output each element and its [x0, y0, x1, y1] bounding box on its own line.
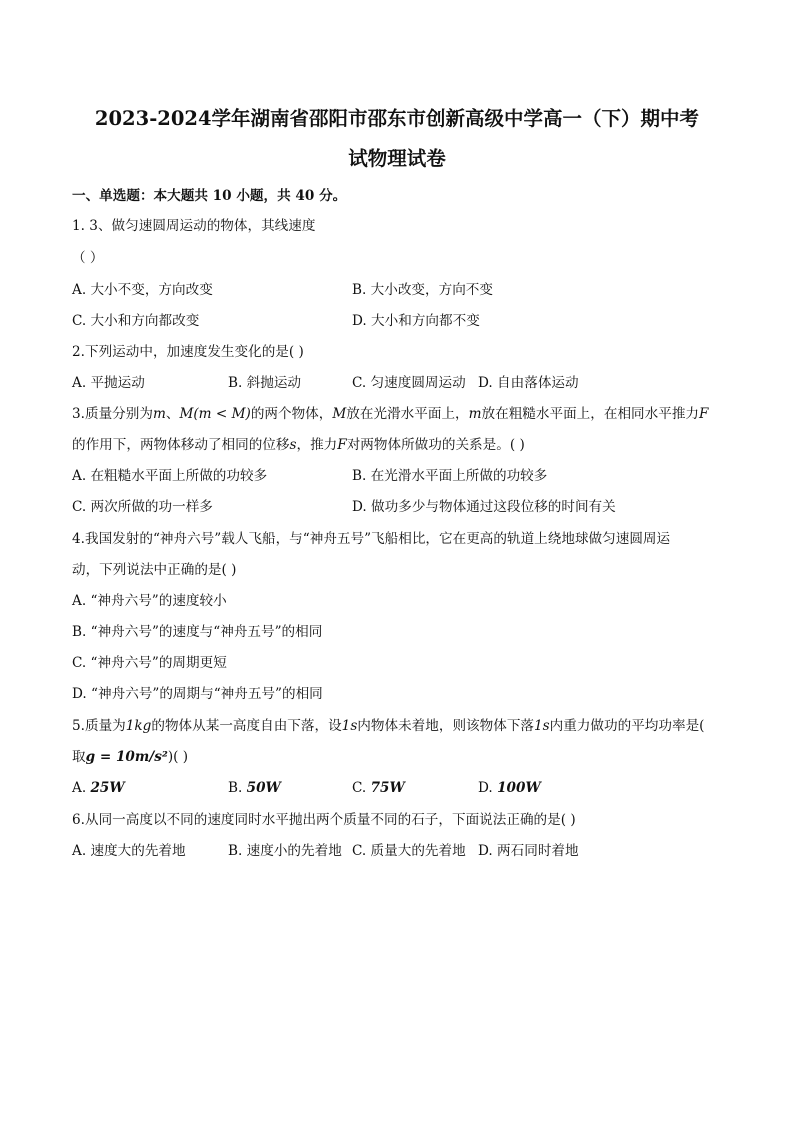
- q5-stem-line2: [72, 747, 188, 767]
- q2-option-a: A. 平抛运动: [72, 375, 145, 391]
- q3-var-s: s: [289, 437, 297, 453]
- q5-option-a-value: 25W: [90, 780, 125, 796]
- q4-option-b: B. “神舟六号”的速度与“神舟五号”的相同: [72, 624, 323, 640]
- q6-option-c: C. 质量大的先着地: [352, 843, 466, 859]
- q5-option-c-label: C.: [352, 780, 371, 796]
- q5-option-b-value: 50W: [246, 780, 281, 796]
- q3-var-M: M: [179, 406, 194, 422]
- q1-stem: 1. 3、做匀速圆周运动的物体，其线速度: [72, 218, 316, 234]
- q5-option-d-value: 100W: [497, 780, 541, 796]
- q3-stem-g: 对两物体所做功的关系是。( ): [346, 437, 525, 453]
- q5-stem-a: 5.质量为: [72, 718, 126, 734]
- q5-option-d-label: D.: [478, 780, 498, 796]
- q5-stem-f: )( ): [167, 749, 189, 765]
- q3-sep: 、: [165, 406, 180, 422]
- q5-stem-c: 内物体未着地，则该物体下落: [357, 718, 535, 734]
- q4-option-c: C. “神舟六号”的周期更短: [72, 655, 227, 671]
- q4-option-a: A. “神舟六号”的速度较小: [72, 593, 227, 609]
- q2-stem: 2.下列运动中，加速度发生变化的是( ): [72, 344, 304, 360]
- q3-option-a: A. 在粗糙水平面上所做的功较多: [72, 468, 268, 484]
- q5-option-a-label: A.: [72, 780, 91, 796]
- q3-var-F: F: [699, 406, 709, 422]
- q4-stem-line1: 4.我国发射的“神舟六号”载人飞船，与“神舟五号”飞船相比，它在更高的轨道上绕地球做匀速圆周运: [72, 531, 671, 547]
- q3-stem-f: ，推力: [296, 437, 338, 453]
- q5-option-b-label: B.: [228, 780, 247, 796]
- q6-option-d: D. 两石同时着地: [478, 843, 579, 859]
- q5-stem-line1: [72, 716, 704, 736]
- q3-stem-c: 放在光滑水平面上，: [346, 406, 469, 422]
- q3-stem-d: 放在粗糙水平面上，在相同水平推力: [481, 406, 700, 422]
- q3-var-F2: F: [337, 437, 347, 453]
- q3-var-m2: m: [468, 406, 482, 422]
- q3-stem-line1: [72, 404, 708, 424]
- q4-option-d: D. “神舟六号”的周期与“神舟五号”的相同: [72, 686, 323, 702]
- exam-title-line2: 试物理试卷: [348, 147, 446, 170]
- q3-stem-b: 的两个物体，: [250, 406, 333, 422]
- q1-option-b: B. 大小改变，方向不变: [352, 282, 493, 298]
- q1-option-a: A. 大小不变，方向改变: [72, 282, 213, 298]
- q2-option-c: C. 匀速度圆周运动: [352, 375, 466, 391]
- q3-stem-e: 的作用下，两物体移动了相同的位移: [72, 437, 290, 453]
- q3-option-d: D. 做功多少与物体通过这段位移的时间有关: [352, 499, 616, 515]
- q5-option-b: [228, 778, 281, 798]
- q3-stem-a: 3.质量分别为: [72, 406, 153, 422]
- q5-mass: 1kg: [125, 718, 152, 734]
- q4-stem-line2: 动，下列说法中正确的是( ): [72, 562, 237, 578]
- q5-time1: 1s: [341, 718, 358, 734]
- q6-stem: 6.从同一高度以不同的速度同时水平抛出两个质量不同的石子，下面说法正确的是( ): [72, 812, 576, 828]
- q3-var-m: m: [152, 406, 166, 422]
- q1-paren: （ ）: [72, 250, 104, 266]
- q5-stem-e: 取: [72, 749, 86, 765]
- q1-option-d: D. 大小和方向都不变: [352, 313, 480, 329]
- q5-time2: 1s: [534, 718, 550, 734]
- q3-option-c: C. 两次所做的功一样多: [72, 499, 213, 515]
- q6-option-b: B. 速度小的先着地: [228, 843, 342, 859]
- q5-option-a: [72, 778, 125, 798]
- q6-option-a: A. 速度大的先着地: [72, 843, 186, 859]
- q3-condition: (m < M): [193, 406, 251, 422]
- q3-option-b: B. 在光滑水平面上所做的功较多: [352, 468, 548, 484]
- q5-stem-b: 的物体从某一高度自由下落，设: [151, 718, 342, 734]
- q5-stem-d: 内重力做功的平均功率是(: [549, 718, 705, 734]
- q3-stem-line2: [72, 435, 525, 455]
- q1-option-c: C. 大小和方向都改变: [72, 313, 200, 329]
- q2-option-d: D. 自由落体运动: [478, 375, 579, 391]
- q5-option-c: [352, 778, 405, 798]
- q5-option-c-value: 75W: [370, 780, 405, 796]
- q5-option-d: [478, 778, 541, 798]
- exam-title-line1: 2023-2024学年湖南省邵阳市邵东市创新高级中学高一（下）期中考: [94, 107, 700, 130]
- section-header: 一、单选题：本大题共 10 小题，共 40 分。: [72, 188, 347, 204]
- q3-var-M2: M: [332, 406, 347, 422]
- q2-option-b: B. 斜抛运动: [228, 375, 302, 391]
- q5-gravity: g = 10m/s²: [85, 749, 168, 765]
